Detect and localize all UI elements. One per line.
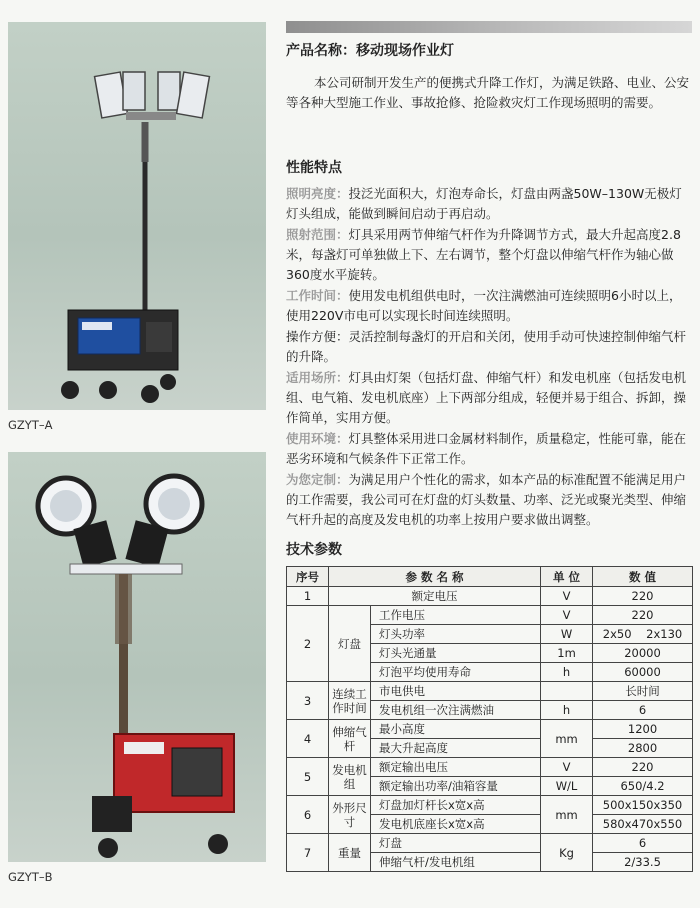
row-unit: h — [541, 701, 593, 720]
features-list — [286, 184, 692, 531]
feature-item — [286, 327, 692, 367]
row-value: 6 — [593, 834, 693, 853]
row-unit: mm — [541, 796, 593, 834]
row-no: 3 — [287, 682, 329, 720]
feature-item — [286, 286, 692, 326]
feature-label: 工作时间： — [286, 288, 349, 303]
photo-caption-gzyt-b: GZYT–B — [8, 870, 53, 884]
product-photo-gzyt-b — [8, 452, 266, 862]
header-no: 序号 — [287, 567, 329, 587]
feature-label: 照射范围： — [286, 227, 349, 242]
row-param: 工作电压 — [371, 606, 541, 625]
table-row — [287, 758, 693, 777]
table-row — [287, 720, 693, 739]
row-no: 2 — [287, 606, 329, 682]
row-value: 2/33.5 — [593, 853, 693, 872]
feature-text: 使用发电机组供电时，一次注满燃油可连续照明6小时以上，使用220V市电可以实现长时间连续照明。 — [286, 288, 682, 323]
light-tower-b-illustration — [8, 452, 266, 862]
tech-spec-table — [286, 566, 693, 872]
row-value: 580x470x550 — [593, 815, 693, 834]
feature-item — [286, 470, 692, 530]
row-param: 灯泡平均使用寿命 — [371, 663, 541, 682]
row-value: 2x50 2x130 — [593, 625, 693, 644]
row-unit: V — [541, 587, 593, 606]
feature-item — [286, 225, 692, 285]
row-unit: W/L — [541, 777, 593, 796]
row-param: 灯盘加灯杆长x宽x高 — [371, 796, 541, 815]
row-no: 4 — [287, 720, 329, 758]
row-group: 连续工作时间 — [329, 682, 371, 720]
row-no: 5 — [287, 758, 329, 796]
row-unit: V — [541, 758, 593, 777]
row-param: 市电供电 — [371, 682, 541, 701]
table-row — [287, 587, 693, 606]
row-unit — [541, 682, 593, 701]
feature-text: 为满足用户个性化的需求，如本产品的标准配置不能满足用户的工作需要，我公司可在灯盘的灯头数量、功率、泛光或聚光类型、伸缩气杆升起的高度及发电机的功率上按用户要求做出调整。 — [286, 472, 687, 527]
row-no: 7 — [287, 834, 329, 872]
row-param: 额定输出功率/油箱容量 — [371, 777, 541, 796]
feature-text: 投泛光面积大，灯泡寿命长，灯盘由两盏50W–130W无极灯灯头组成，能做到瞬间启动于再启动。 — [286, 186, 682, 221]
header-value: 数 值 — [593, 567, 693, 587]
row-no: 6 — [287, 796, 329, 834]
row-no: 1 — [287, 587, 329, 606]
feature-label: 操作方便： — [286, 329, 349, 344]
row-unit: W — [541, 625, 593, 644]
row-value: 60000 — [593, 663, 693, 682]
table-row — [287, 796, 693, 815]
row-value: 长时间 — [593, 682, 693, 701]
table-row — [287, 682, 693, 701]
row-unit: V — [541, 606, 593, 625]
header-param: 参 数 名 称 — [329, 567, 541, 587]
row-group: 灯盘 — [329, 606, 371, 682]
row-unit: mm — [541, 720, 593, 758]
feature-item — [286, 368, 692, 428]
feature-item — [286, 429, 692, 469]
row-param: 灯头功率 — [371, 625, 541, 644]
table-row — [287, 606, 693, 625]
features-heading: 性能特点 — [286, 160, 342, 176]
feature-text: 灯具整体采用进口金属材料制作，质量稳定，性能可靠，能在恶劣环境和气候条件下正常工作。 — [286, 431, 687, 466]
row-value: 220 — [593, 606, 693, 625]
row-param: 最大升起高度 — [371, 739, 541, 758]
row-param: 伸缩气杆/发电机组 — [371, 853, 541, 872]
header-banner — [286, 21, 692, 33]
row-param: 额定电压 — [329, 587, 541, 606]
row-param: 额定输出电压 — [371, 758, 541, 777]
row-group: 外形尺寸 — [329, 796, 371, 834]
row-value: 6 — [593, 701, 693, 720]
feature-label: 为您定制： — [286, 472, 349, 487]
feature-text: 灯具由灯架（包括灯盘、伸缩气杆）和发电机座（包括发电机组、电气箱、发电机底座）上下两部分组成，轻便并易于组合、拆卸，操作简单，实用方便。 — [286, 370, 687, 425]
row-group: 重量 — [329, 834, 371, 872]
row-unit: h — [541, 663, 593, 682]
product-intro: 本公司研制开发生产的便携式升降工作灯，为满足铁路、电业、公安等各种大型施工作业、事故抢修、抢险救灾灯工作现场照明的需要。 — [286, 75, 690, 110]
row-value: 220 — [593, 758, 693, 777]
row-param: 发电机组一次注满燃油 — [371, 701, 541, 720]
row-param: 灯盘 — [371, 834, 541, 853]
row-unit: Kg — [541, 834, 593, 872]
row-value: 20000 — [593, 644, 693, 663]
feature-item — [286, 184, 692, 224]
feature-label: 适用场所： — [286, 370, 349, 385]
table-row — [287, 834, 693, 853]
feature-text: 灵活控制每盏灯的开启和关闭，使用手动可快速控制伸缩气杆的升降。 — [286, 329, 687, 364]
row-value: 220 — [593, 587, 693, 606]
product-photo-gzyt-a — [8, 22, 266, 410]
header-unit: 单 位 — [541, 567, 593, 587]
light-tower-a-illustration — [8, 22, 266, 410]
row-group: 发电机组 — [329, 758, 371, 796]
product-title: 产品名称：移动现场作业灯 — [286, 43, 454, 59]
row-value: 2800 — [593, 739, 693, 758]
feature-label: 使用环境： — [286, 431, 349, 446]
feature-label: 照明亮度： — [286, 186, 349, 201]
row-param: 灯头光通量 — [371, 644, 541, 663]
tech-heading: 技术参数 — [286, 542, 342, 558]
feature-text: 灯具采用两节伸缩气杆作为升降调节方式，最大升起高度2.8米，每盏灯可单独做上下、左右调节，整个灯盘以伸缩气杆作为轴心做360度水平旋转。 — [286, 227, 681, 282]
row-value: 1200 — [593, 720, 693, 739]
row-unit: 1m — [541, 644, 593, 663]
row-value: 650/4.2 — [593, 777, 693, 796]
table-header-row — [287, 567, 693, 587]
row-param: 发电机底座长x宽x高 — [371, 815, 541, 834]
row-param: 最小高度 — [371, 720, 541, 739]
row-value: 500x150x350 — [593, 796, 693, 815]
row-group: 伸缩气杆 — [329, 720, 371, 758]
photo-caption-gzyt-a: GZYT–A — [8, 418, 53, 432]
